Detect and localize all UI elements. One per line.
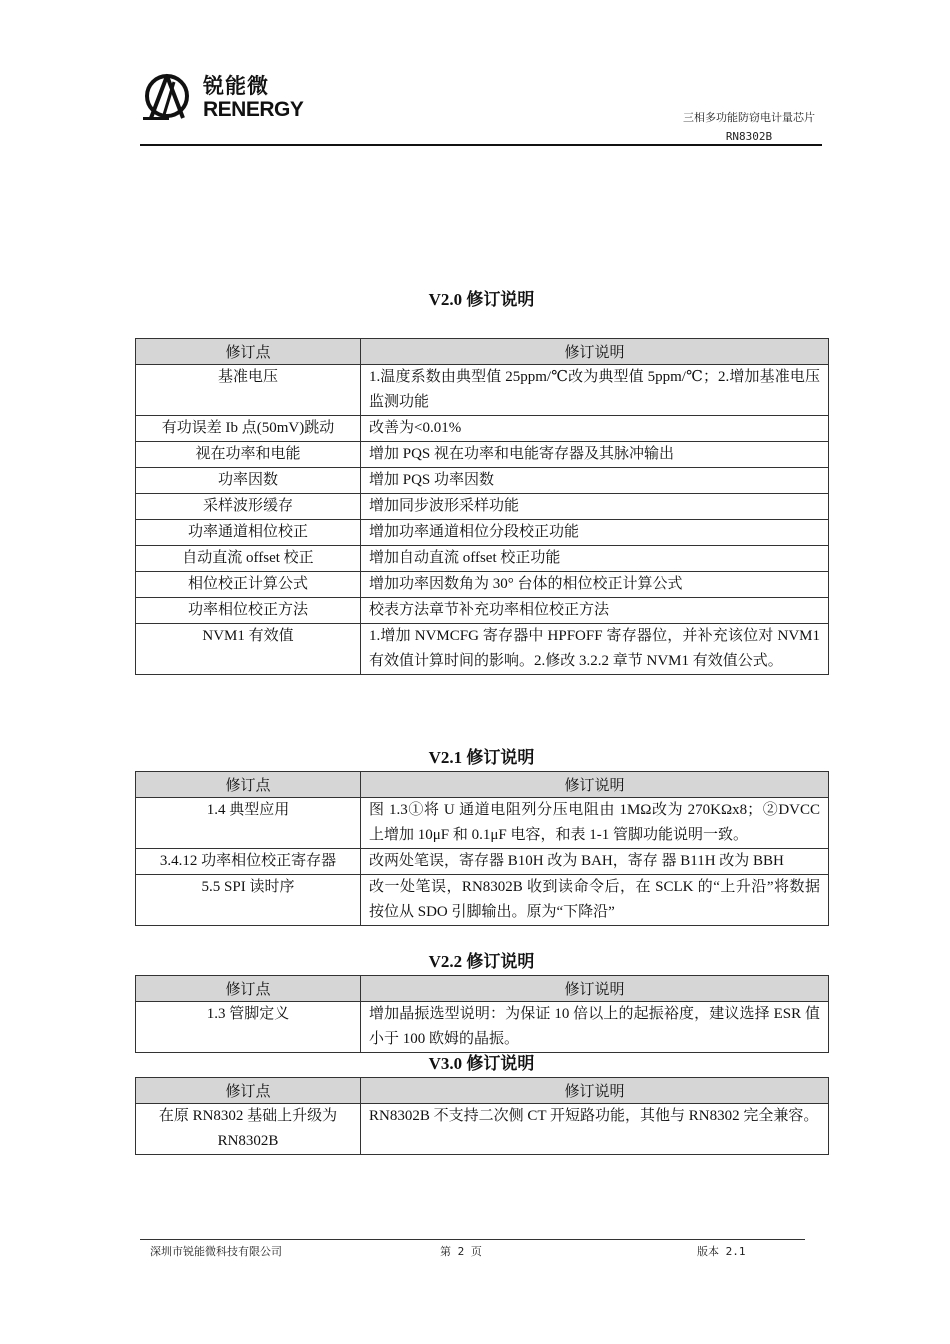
revision-description: 改两处笔误，寄存器 B10H 改为 BAH，寄存 器 B11H 改为 BBH xyxy=(361,849,829,875)
table-row xyxy=(136,1104,829,1155)
revision-description: 增加同步波形采样功能 xyxy=(361,494,829,520)
column-header-point: 修订点 xyxy=(136,339,361,365)
table-row xyxy=(136,442,829,468)
revision-description: 增加晶振选型说明：为保证 10 倍以上的起振裕度，建议选择 ESR 值小于 100 欧姆的晶振。 xyxy=(361,1002,829,1053)
table-header-row xyxy=(136,1078,829,1104)
revision-description: 改善为<0.01% xyxy=(361,416,829,442)
revision-point: 相位校正计算公式 xyxy=(136,572,361,598)
revision-description: RN8302B 不支持二次侧 CT 开短路功能，其他与 RN8302 完全兼容。 xyxy=(361,1104,829,1155)
revision-point: 1.4 典型应用 xyxy=(136,798,361,849)
table-row xyxy=(136,468,829,494)
column-header-description: 修订说明 xyxy=(361,1078,829,1104)
table-header-row xyxy=(136,976,829,1002)
revision-description: 1.增加 NVMCFG 寄存器中 HPFOFF 寄存器位，并补充该位对 NVM1 有效值计算时间的影响。2.修改 3.2.2 章节 NVM1 有效值公式。 xyxy=(361,624,829,675)
revision-table-v2-0 xyxy=(135,338,829,675)
header-divider xyxy=(140,144,822,146)
revision-point: 功率相位校正方法 xyxy=(136,598,361,624)
revision-table-v2-1 xyxy=(135,771,829,926)
column-header-point: 修订点 xyxy=(136,772,361,798)
table-row xyxy=(136,1002,829,1053)
document-header-info xyxy=(683,108,815,146)
revision-point: 有功误差 Ib 点(50mV)跳动 xyxy=(136,416,361,442)
table-row xyxy=(136,624,829,675)
column-header-point: 修订点 xyxy=(136,1078,361,1104)
table-row xyxy=(136,416,829,442)
revision-point: 功率因数 xyxy=(136,468,361,494)
revision-point: NVM1 有效值 xyxy=(136,624,361,675)
logo-english-name: RENERGY xyxy=(203,98,304,121)
column-header-description: 修订说明 xyxy=(361,339,829,365)
column-header-description: 修订说明 xyxy=(361,772,829,798)
section-title-v2-1: V2.1 修订说明 xyxy=(428,748,535,767)
revision-point: 自动直流 offset 校正 xyxy=(136,546,361,572)
revision-point: 视在功率和电能 xyxy=(136,442,361,468)
table-row xyxy=(136,546,829,572)
revision-description: 1.温度系数由典型值 25ppm/℃改为典型值 5ppm/℃；2.增加基准电压监测功能 xyxy=(361,365,829,416)
table-row xyxy=(136,798,829,849)
footer-divider xyxy=(140,1239,805,1240)
product-title: 三相多功能防窃电计量芯片 xyxy=(683,111,815,124)
revision-point: 采样波形缓存 xyxy=(136,494,361,520)
footer-page-number: 第 2 页 xyxy=(440,1245,482,1258)
table-row xyxy=(136,598,829,624)
revision-point: 基准电压 xyxy=(136,365,361,416)
table-row xyxy=(136,520,829,546)
footer-version: 版本 2.1 xyxy=(697,1245,746,1258)
revision-description: 改一处笔误，RN8302B 收到读命令后，在 SCLK 的“上升沿”将数据按位从 SDO 引脚输出。原为“下降沿” xyxy=(361,875,829,926)
renergy-logo-icon xyxy=(143,70,195,122)
table-row xyxy=(136,875,829,926)
section-title-v2-2: V2.2 修订说明 xyxy=(428,952,535,971)
revision-point: 5.5 SPI 读时序 xyxy=(136,875,361,926)
revision-description: 图 1.3①将 U 通道电阻列分压电阻由 1MΩ改为 270KΩx8；②DVCC 上增加 10μF 和 0.1μF 电容，和表 1-1 管脚功能说明一致。 xyxy=(361,798,829,849)
revision-point: 3.4.12 功率相位校正寄存器 xyxy=(136,849,361,875)
section-title-v3-0: V3.0 修订说明 xyxy=(428,1054,535,1073)
table-row xyxy=(136,849,829,875)
table-header-row xyxy=(136,772,829,798)
logo-chinese-name: 锐能微 xyxy=(203,74,269,98)
table-header-row xyxy=(136,339,829,365)
table-row xyxy=(136,365,829,416)
table-row xyxy=(136,494,829,520)
column-header-point: 修订点 xyxy=(136,976,361,1002)
table-row xyxy=(136,572,829,598)
revision-description: 增加功率因数角为 30° 台体的相位校正计算公式 xyxy=(361,572,829,598)
column-header-description: 修订说明 xyxy=(361,976,829,1002)
revision-point: 功率通道相位校正 xyxy=(136,520,361,546)
section-title-v2-0: V2.0 修订说明 xyxy=(428,290,535,309)
revision-description: 校表方法章节补充功率相位校正方法 xyxy=(361,598,829,624)
footer-company: 深圳市锐能微科技有限公司 xyxy=(150,1245,282,1258)
revision-description: 增加 PQS 功率因数 xyxy=(361,468,829,494)
revision-description: 增加自动直流 offset 校正功能 xyxy=(361,546,829,572)
revision-point: 1.3 管脚定义 xyxy=(136,1002,361,1053)
part-number: RN8302B xyxy=(725,130,773,143)
revision-description: 增加功率通道相位分段校正功能 xyxy=(361,520,829,546)
revision-description: 增加 PQS 视在功率和电能寄存器及其脉冲输出 xyxy=(361,442,829,468)
revision-table-v3-0 xyxy=(135,1077,829,1155)
revision-point: 在原 RN8302 基础上升级为 RN8302B xyxy=(136,1104,361,1155)
revision-table-v2-2 xyxy=(135,975,829,1053)
